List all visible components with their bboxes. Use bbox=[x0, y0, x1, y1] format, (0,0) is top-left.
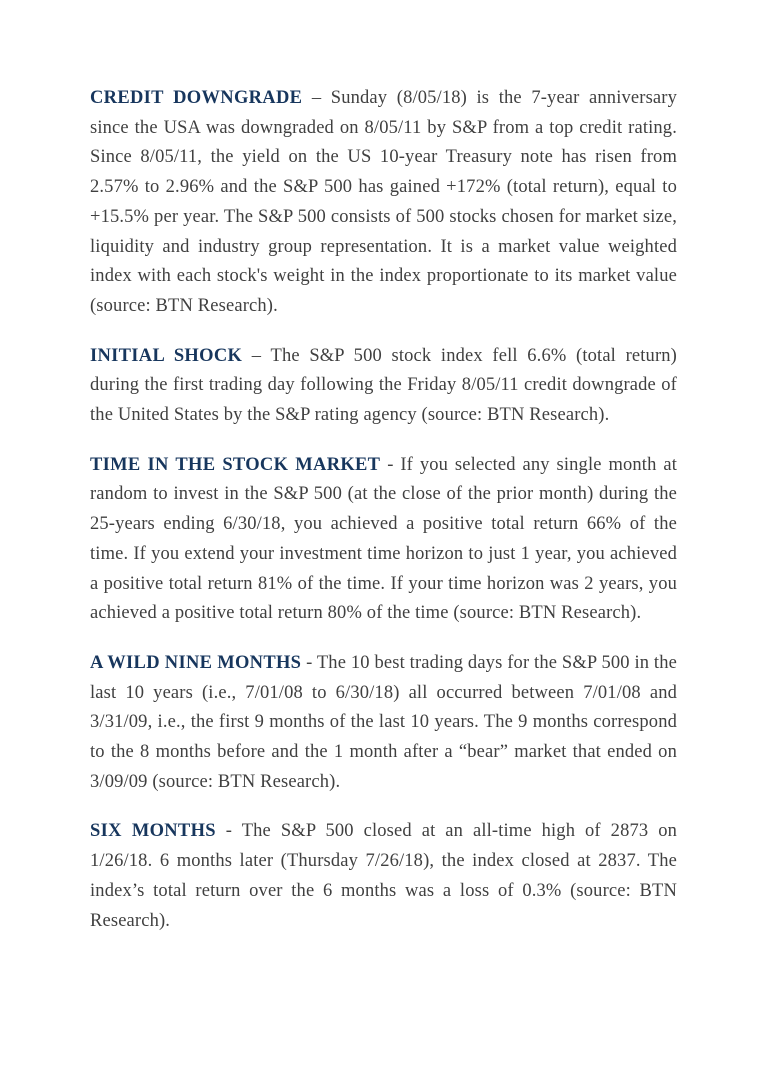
paragraph-wild-nine-months bbox=[90, 649, 677, 798]
heading-separator: - bbox=[387, 454, 394, 475]
paragraph-heading: TIME IN THE STOCK MARKET bbox=[90, 454, 381, 475]
heading-separator: – bbox=[311, 88, 322, 108]
paragraph-six-months bbox=[90, 817, 677, 936]
paragraph-heading: SIX MONTHS bbox=[90, 821, 216, 842]
heading-separator: - bbox=[225, 821, 233, 842]
paragraph-body: If you selected any single month at random to invest in the S&P 500 (at the close of the prior month) during the 25-years ending 6/30/18, you achieved a positive total return 66% of the time. If you extend your investment time horizon to just 1 year, you achieved a positive total return 81% of the time. If your time horizon was 2 years, you achieved a positive total return 80% of the time (source: BTN Research). bbox=[90, 454, 677, 624]
paragraph-heading: INITIAL SHOCK bbox=[90, 345, 243, 366]
paragraph-time-in-stock-market bbox=[90, 451, 677, 629]
paragraph-heading: A WILD NINE MONTHS bbox=[90, 652, 302, 673]
paragraph-body: Sunday (8/05/18) is the 7-year anniversary since the USA was downgraded on 8/05/11 by S&P from a top credit rating. Since 8/05/11, the yield on the US 10-year Treasury note has risen from 2.57% to 2.96% and the S&P 500 has gained +172% (total return), equal to +15.5% per year. The S&P 500 consists of 500 stocks chosen for market size, liquidity and industry group representation. It is a market value weighted index with each stock's weight in the index proportionate to its market value (source: BTN Research). bbox=[90, 88, 677, 316]
paragraph-body: The S&P 500 stock index fell 6.6% (total return) during the first trading day following the Friday 8/05/11 credit downgrade of the United States by the S&P rating agency (source: BTN Research). bbox=[90, 345, 677, 426]
paragraph-initial-shock bbox=[90, 342, 677, 431]
paragraph-body: The S&P 500 closed at an all-time high of 2873 on 1/26/18. 6 months later (Thursday 7/26/18), the index closed at 2837. The index’s total return over the 6 months was a loss of 0.3% (source: BTN Research). bbox=[90, 821, 677, 931]
heading-separator: - bbox=[306, 652, 313, 673]
paragraph-credit-downgrade bbox=[90, 84, 677, 322]
paragraph-heading: CREDIT DOWNGRADE bbox=[90, 88, 303, 108]
paragraph-body: The 10 best trading days for the S&P 500 in the last 10 years (i.e., 7/01/08 to 6/30/18) all occurred between 7/01/08 and 3/31/09, i.e., the first 9 months of the last 10 years. The 9 months correspond to the 8 months before and the 1 month after a “bear” market that ended on 3/09/09 (source: BTN Research). bbox=[90, 652, 677, 792]
heading-separator: – bbox=[251, 345, 262, 366]
